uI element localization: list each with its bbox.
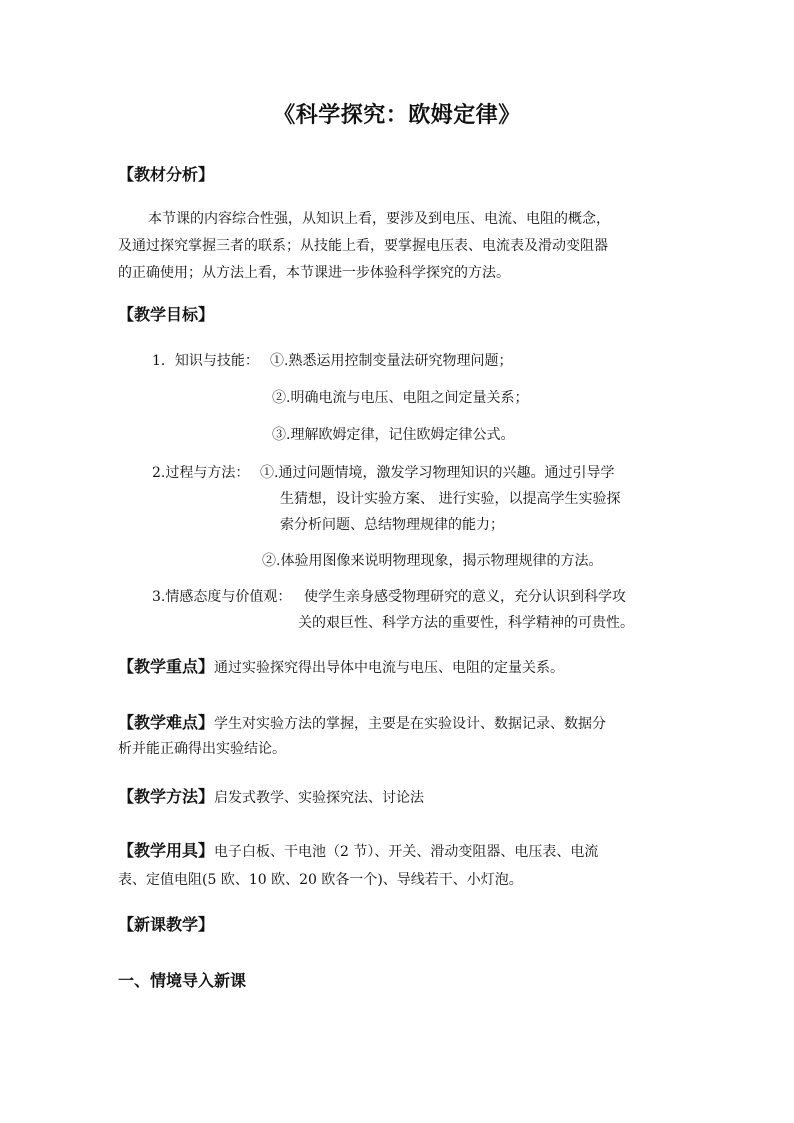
key-point-heading: 【教学重点】 — [118, 657, 215, 676]
goal-3-line-2: 关的艰巨性、科学方法的重要性，科学精神的可贵性。 — [298, 615, 634, 631]
method-heading: 【教学方法】 — [118, 787, 215, 806]
goal-2-item-1-line-2: 生猜想，设计实验方案、 进行实验，以提高学生实验探 — [280, 491, 621, 507]
goal-1-label: 1．知识与技能： — [152, 353, 259, 369]
tools-heading: 【教学用具】 — [118, 841, 215, 860]
goal-3-line-1: 使学生亲身感受物理研究的意义，充分认识到科学攻 — [304, 589, 626, 605]
goal-2-item-2: ②.体验用图像来说明物理现象，揭示物理规律的方法。 — [262, 553, 603, 569]
heading-teaching-goals: 【教学目标】 — [118, 305, 215, 324]
material-line-1: 本节课的内容综合性强，从知识上看，要涉及到电压、电流、电阻的概念， — [148, 211, 610, 227]
heading-key-point — [118, 654, 564, 677]
method-text: 启发式教学、实验探究法、讨论法 — [214, 790, 425, 806]
difficulty-heading: 【教学难点】 — [118, 713, 215, 732]
document-title: 《科学探究：欧姆定律》 — [273, 102, 521, 128]
material-line-3: 的正确使用；从方法上看，本节课进一步体验科学探究的方法。 — [118, 265, 510, 281]
goal-3-label: 3.情感态度与价值观： — [152, 589, 292, 605]
key-point-text: 通过实验探究得出导体中电流与电压、电阻的定量关系。 — [214, 660, 565, 676]
goal-2-label: 2.过程与方法： — [152, 465, 250, 481]
tools-text-line-2: 表、定值电阻(5 欧、10 欧、20 欧各一个)、导线若干、小灯泡。 — [118, 872, 523, 888]
goal-1-item-2: ②.明确电流与电压、电阻之间定量关系； — [272, 390, 529, 406]
heading-material-analysis: 【教材分析】 — [118, 165, 215, 184]
heading-situation-intro: 一、情境导入新课 — [118, 971, 247, 990]
goal-2-item-1-line-3: 索分析问题、总结物理规律的能力； — [280, 517, 504, 533]
goal-1-item-1: ①.熟悉运用控制变量法研究物理问题； — [270, 353, 513, 369]
heading-difficulty — [118, 710, 606, 733]
goal-1-item-3: ③.理解欧姆定律，记住欧姆定律公式。 — [272, 427, 515, 443]
difficulty-text-line-2: 析并能正确得出实验结论。 — [118, 741, 286, 757]
goal-2-item-1-line-1: ①.通过问题情境，激发学习物理知识的兴趣。通过引导学 — [260, 465, 615, 481]
material-line-2: 及通过探究掌握三者的联系；从技能上看，要掌握电压表、电流表及滑动变阻器 — [118, 238, 608, 254]
difficulty-text-line-1: 学生对实验方法的掌握，主要是在实验设计、数据记录、数据分 — [214, 716, 607, 732]
tools-text-line-1: 电子白板、干电池（2 节）、开关、滑动变阻器、电压表、电流 — [214, 844, 599, 860]
heading-method — [118, 784, 424, 807]
heading-new-lesson: 【新课教学】 — [118, 915, 215, 934]
heading-tools — [118, 838, 598, 861]
